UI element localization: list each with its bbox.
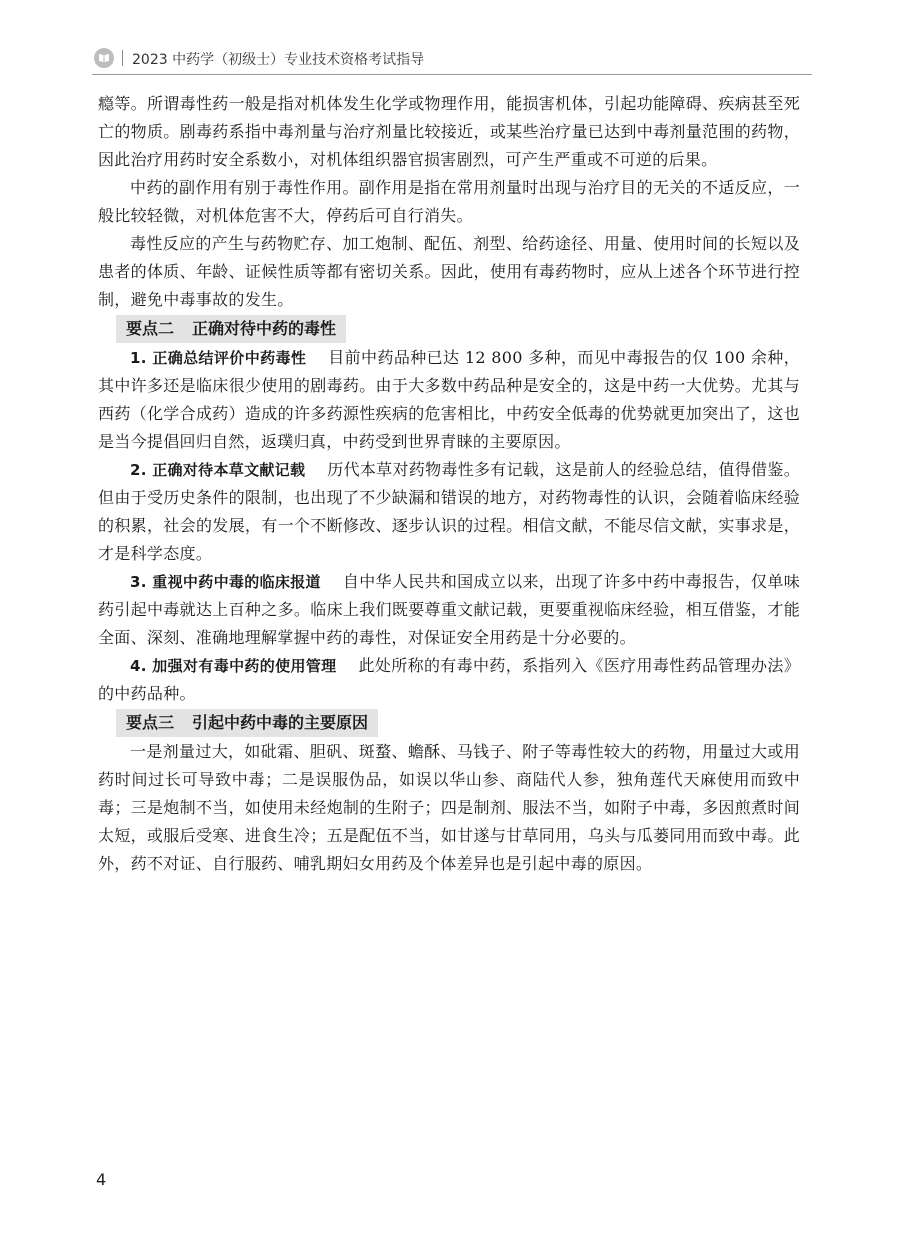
paragraph-poisoning-causes: 一是剂量过大，如砒霜、胆矾、斑蝥、蟾酥、马钱子、附子等毒性较大的药物，用量过大或用药时间过长可导致中毒；二是误服伪品，如误以华山参、商陆代人参，独角莲代天麻使用而致中毒；三是炮制不当，如使用未经炮制的生附子；四是制剂、服法不当，如附子中毒，多因煎煮时间太短，或服后受寒、进食生冷；五是配伍不当，如甘遂与甘草同用，乌头与瓜蒌同用而致中毒。此外，药不对证、自行服药、哺乳期妇女用药及个体差异也是引起中毒的原因。 (98, 742, 800, 873)
book-icon-glyph (98, 53, 110, 63)
paragraph-point-2-item-2 (98, 456, 800, 568)
header-divider (122, 50, 123, 66)
paragraph-side-effects: 中药的副作用有别于毒性作用。副作用是指在常用剂量时出现与治疗目的无关的不适反应，一般比较轻微，对机体危害不大，停药后可自行消失。 (98, 178, 800, 225)
running-head-title: 2023 中药学（初级士）专业技术资格考试指导 (132, 52, 425, 68)
item-text: 此处所称的有毒中药，系指列入《医疗用毒性药品管理办法》的中药品种。 (98, 656, 801, 703)
item-lead: 4. 加强对有毒中药的使用管理 (130, 657, 337, 675)
paragraph-point-2-item-3 (98, 568, 800, 652)
section-label: 要点二 (126, 319, 175, 338)
item-lead: 3. 重视中药中毒的临床报道 (130, 573, 321, 591)
paragraph-point-2-item-1 (98, 344, 800, 456)
item-lead: 1. 正确总结评价中药毒性 (130, 349, 307, 367)
section-heading-box (116, 315, 346, 343)
book-icon (94, 48, 114, 68)
paragraph-point-2-item-4 (98, 652, 800, 708)
item-text: 历代本草对药物毒性多有记载，这是前人的经验总结，值得借鉴。但由于受历史条件的限制，也出现了不少缺漏和错误的地方，对药物毒性的认识，会随着临床经验的积累，社会的发展，有一个不断修改、逐步认识的过程。相信文献，不能尽信文献，实事求是，才是科学态度。 (98, 460, 801, 563)
page-content (98, 90, 800, 878)
section-heading-point-3 (116, 709, 800, 737)
page-number: 4 (96, 1170, 107, 1189)
item-lead: 2. 正确对待本草文献记载 (130, 461, 306, 479)
section-label: 要点三 (126, 713, 175, 732)
section-title: 引起中药中毒的主要原因 (192, 713, 369, 732)
paragraph-toxicity-definition: 瘾等。所谓毒性药一般是指对机体发生化学或物理作用，能损害机体，引起功能障碍、疾病甚至死亡的物质。剧毒药系指中毒剂量与治疗剂量比较接近，或某些治疗量已达到中毒剂量范围的药物，因此治疗用药时安全系数小，对机体组织器官损害剧烈，可产生严重或不可逆的后果。 (98, 94, 800, 169)
running-head (92, 44, 812, 75)
section-title: 正确对待中药的毒性 (192, 319, 337, 338)
section-heading-point-2 (116, 315, 800, 343)
paragraph-toxic-reaction-factors: 毒性反应的产生与药物贮存、加工炮制、配伍、剂型、给药途径、用量、使用时间的长短以及患者的体质、年龄、证候性质等都有密切关系。因此，使用有毒药物时，应从上述各个环节进行控制，避免中毒事故的发生。 (98, 234, 800, 309)
section-heading-box (116, 709, 378, 737)
item-text: 目前中药品种已达 12 800 多种，而见中毒报告的仅 100 余种，其中许多还是临床很少使用的剧毒药。由于大多数中药品种是安全的，这是中药一大优势。尤其与西药（化学合成药）造成的许多药源性疾病的危害相比，中药安全低毒的优势就更加突出了，这也是当今提倡回归自然，返璞归真，中药受到世界青睐的主要原因。 (98, 348, 800, 451)
item-text: 自中华人民共和国成立以来，出现了许多中药中毒报告，仅单味药引起中毒就达上百种之多。临床上我们既要尊重文献记载，更要重视临床经验，相互借鉴，才能全面、深刻、准确地理解掌握中药的毒性，对保证安全用药是十分必要的。 (98, 572, 801, 647)
